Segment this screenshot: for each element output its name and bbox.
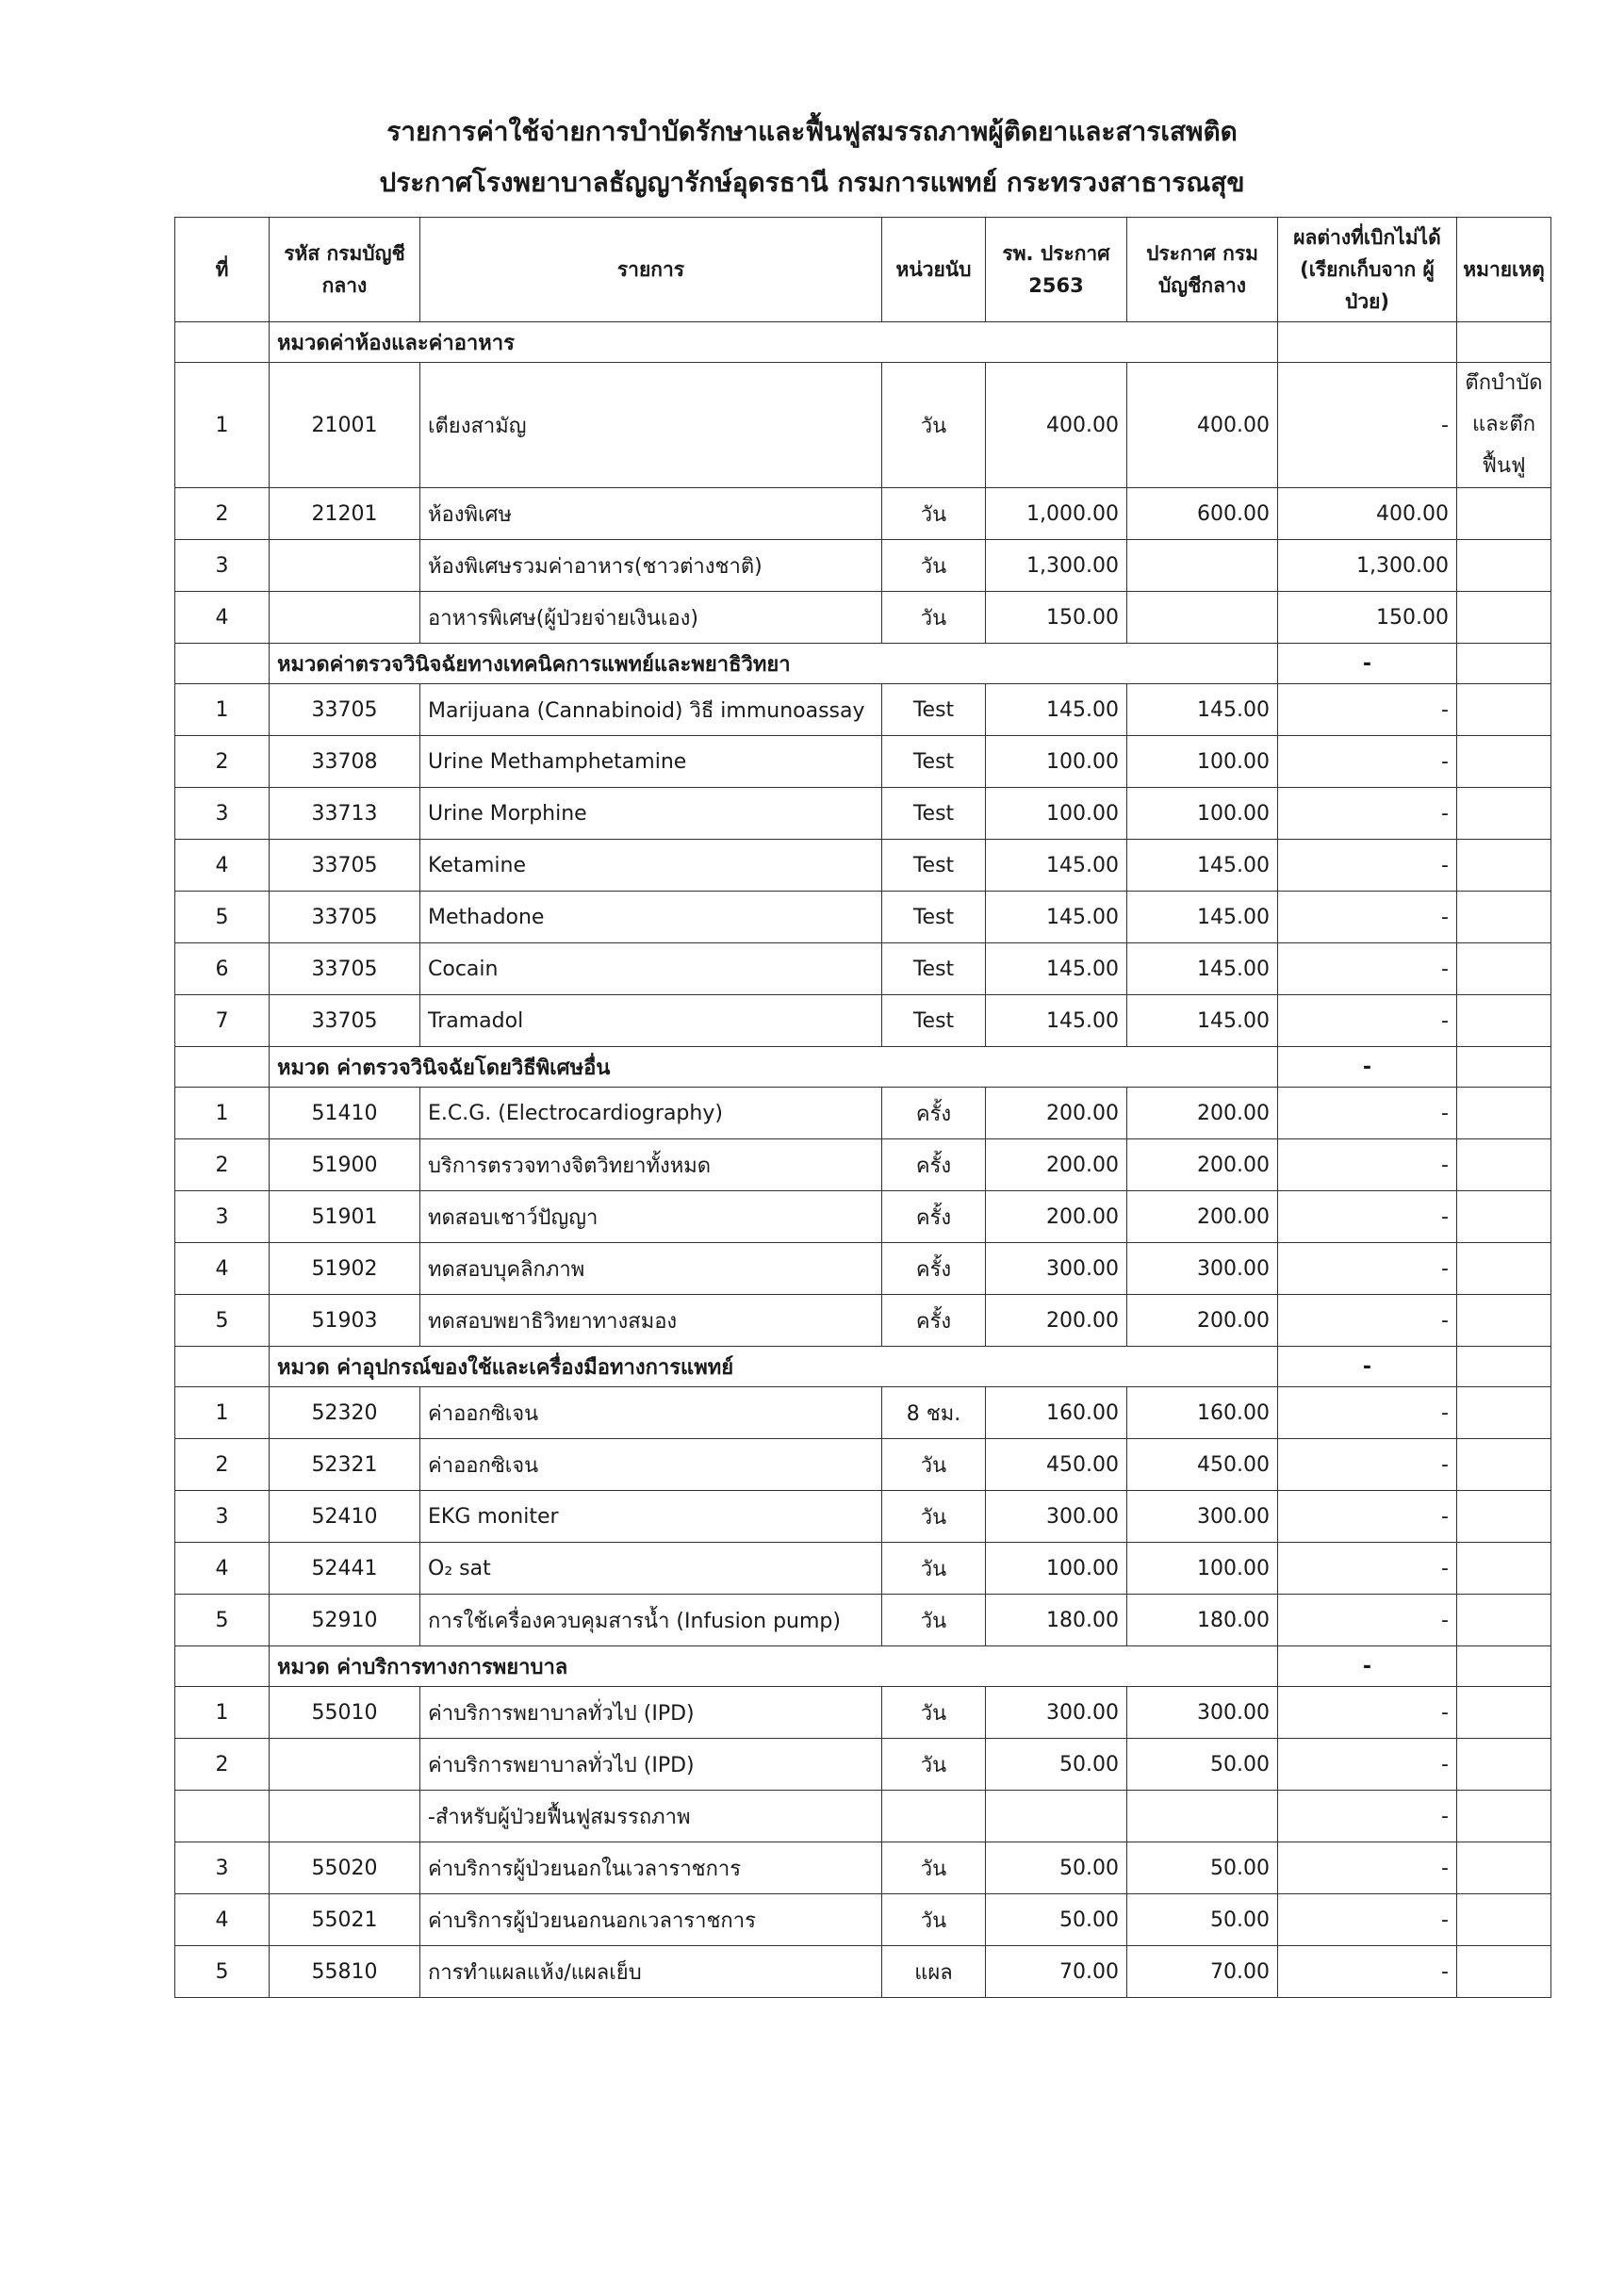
cell-hospital-price: 100.00 — [986, 1543, 1127, 1595]
cell-no: 1 — [175, 1687, 270, 1739]
cell-item: ห้องพิเศษ — [420, 488, 882, 540]
cell-hospital-price: 300.00 — [986, 1687, 1127, 1739]
cell-unit: วัน — [882, 1439, 986, 1491]
cell-no: 2 — [175, 1439, 270, 1491]
cell-difference: - — [1278, 840, 1457, 892]
cell-cgd-price: 200.00 — [1127, 1088, 1278, 1139]
cell-code: 55020 — [270, 1842, 420, 1894]
cell-difference: - — [1278, 1387, 1457, 1439]
cell-no: 4 — [175, 1543, 270, 1595]
cell-unit: ครั้ง — [882, 1191, 986, 1243]
cell-remark — [1457, 1295, 1551, 1347]
cell-no: 3 — [175, 1491, 270, 1543]
header-difference: ผลต่างที่เบิกไม่ได้ (เรียกเก็บจาก ผู้ป่วย) — [1278, 218, 1457, 322]
cell-remark — [1457, 1347, 1551, 1387]
cell-difference: 400.00 — [1278, 488, 1457, 540]
cell-difference: - — [1278, 1191, 1457, 1243]
cell-code — [270, 540, 420, 592]
cell-hospital-price: 100.00 — [986, 736, 1127, 788]
cell-unit: Test — [882, 684, 986, 736]
cell-unit: วัน — [882, 1595, 986, 1646]
cell-hospital-price: 50.00 — [986, 1739, 1127, 1791]
cell-item: EKG moniter — [420, 1491, 882, 1543]
cell-code: 55810 — [270, 1946, 420, 1998]
cell-remark — [1457, 1191, 1551, 1243]
cell-code: 33708 — [270, 736, 420, 788]
table-row — [175, 1439, 1551, 1491]
cell-cgd-price — [1127, 1791, 1278, 1842]
cell-item: Methadone — [420, 892, 882, 943]
cell-code: 51903 — [270, 1295, 420, 1347]
cell-difference: - — [1278, 1047, 1457, 1088]
cell-remark — [1457, 995, 1551, 1047]
cell-unit: Test — [882, 736, 986, 788]
cell-code: 51902 — [270, 1243, 420, 1295]
table-row — [175, 592, 1551, 644]
cell-no — [175, 644, 270, 684]
cell-no: 2 — [175, 488, 270, 540]
cell-code: 52321 — [270, 1439, 420, 1491]
cell-hospital-price: 145.00 — [986, 892, 1127, 943]
document-subtitle: ประกาศโรงพยาบาลธัญญารักษ์อุดรธานี กรมการแพทย์ กระทรวงสาธารณสุข — [379, 167, 1245, 198]
cell-no: 1 — [175, 684, 270, 736]
cell-unit: ครั้ง — [882, 1139, 986, 1191]
category-row — [175, 1347, 1551, 1387]
cell-hospital-price: 145.00 — [986, 684, 1127, 736]
cell-code: 51410 — [270, 1088, 420, 1139]
table-row — [175, 540, 1551, 592]
cell-hospital-price: 160.00 — [986, 1387, 1127, 1439]
cell-item: Urine Morphine — [420, 788, 882, 840]
cell-item: เตียงสามัญ — [420, 363, 882, 488]
table-row — [175, 1842, 1551, 1894]
cell-hospital-price: 50.00 — [986, 1894, 1127, 1946]
table-row — [175, 1543, 1551, 1595]
cell-unit: Test — [882, 995, 986, 1047]
cell-no: 2 — [175, 736, 270, 788]
table-row — [175, 1946, 1551, 1998]
cell-code: 55021 — [270, 1894, 420, 1946]
cell-no — [175, 1347, 270, 1387]
table-row — [175, 1191, 1551, 1243]
cell-remark — [1457, 1894, 1551, 1946]
cell-cgd-price: 300.00 — [1127, 1687, 1278, 1739]
cell-item: O₂ sat — [420, 1543, 882, 1595]
cell-cgd-price: 300.00 — [1127, 1243, 1278, 1295]
cell-difference: - — [1278, 1894, 1457, 1946]
cell-remark — [1457, 1047, 1551, 1088]
cell-remark — [1457, 1543, 1551, 1595]
category-row — [175, 1646, 1551, 1687]
cell-difference — [1278, 322, 1457, 363]
table-row — [175, 1139, 1551, 1191]
cell-difference: - — [1278, 363, 1457, 488]
cell-remark — [1457, 1139, 1551, 1191]
cell-item: ค่าบริการพยาบาลทั่วไป (IPD) — [420, 1687, 882, 1739]
cell-no: 5 — [175, 1295, 270, 1347]
cell-difference: - — [1278, 1439, 1457, 1491]
cell-code: 51901 — [270, 1191, 420, 1243]
cell-hospital-price: 100.00 — [986, 788, 1127, 840]
cell-hospital-price: 400.00 — [986, 363, 1127, 488]
cell-code — [270, 592, 420, 644]
cell-difference: - — [1278, 1646, 1457, 1687]
cell-item: ค่าออกซิเจน — [420, 1439, 882, 1491]
cell-difference: - — [1278, 1243, 1457, 1295]
cell-remark — [1457, 1687, 1551, 1739]
cell-remark — [1457, 540, 1551, 592]
table-row — [175, 788, 1551, 840]
cell-item: Urine Methamphetamine — [420, 736, 882, 788]
cell-remark — [1457, 1739, 1551, 1791]
cell-item: ทดสอบเชาว์ปัญญา — [420, 1191, 882, 1243]
cell-unit: วัน — [882, 1543, 986, 1595]
cell-no — [175, 1047, 270, 1088]
cell-code: 52320 — [270, 1387, 420, 1439]
cell-cgd-price: 145.00 — [1127, 995, 1278, 1047]
cell-no: 1 — [175, 1088, 270, 1139]
cell-difference: - — [1278, 1088, 1457, 1139]
cell-remark — [1457, 1387, 1551, 1439]
table-row — [175, 363, 1551, 488]
cell-unit: วัน — [882, 592, 986, 644]
cell-cgd-price: 100.00 — [1127, 788, 1278, 840]
cell-item: E.C.G. (Electrocardiography) — [420, 1088, 882, 1139]
cell-no: 7 — [175, 995, 270, 1047]
cell-hospital-price: 70.00 — [986, 1946, 1127, 1998]
cell-code: 21001 — [270, 363, 420, 488]
cell-unit: ครั้ง — [882, 1088, 986, 1139]
cell-no — [175, 1791, 270, 1842]
cell-remark — [1457, 943, 1551, 995]
cell-remark — [1457, 892, 1551, 943]
cell-unit: Test — [882, 840, 986, 892]
table-row — [175, 892, 1551, 943]
category-row — [175, 322, 1551, 363]
cell-remark — [1457, 1243, 1551, 1295]
cell-no: 3 — [175, 1191, 270, 1243]
cell-item: ค่าบริการผู้ป่วยนอกนอกเวลาราชการ — [420, 1894, 882, 1946]
cell-hospital-price: 200.00 — [986, 1191, 1127, 1243]
cell-hospital-price: 145.00 — [986, 840, 1127, 892]
cell-remark — [1457, 488, 1551, 540]
cell-item: ค่าบริการผู้ป่วยนอกในเวลาราชการ — [420, 1842, 882, 1894]
cell-unit: Test — [882, 943, 986, 995]
cell-cgd-price: 200.00 — [1127, 1295, 1278, 1347]
cell-code: 33705 — [270, 684, 420, 736]
cell-cgd-price: 160.00 — [1127, 1387, 1278, 1439]
cell-hospital-price: 450.00 — [986, 1439, 1127, 1491]
cell-remark — [1457, 1595, 1551, 1646]
table-row — [175, 840, 1551, 892]
table-row — [175, 1295, 1551, 1347]
cell-cgd-price: 145.00 — [1127, 684, 1278, 736]
cell-cgd-price: 145.00 — [1127, 892, 1278, 943]
cell-difference: - — [1278, 995, 1457, 1047]
cell-unit — [882, 1791, 986, 1842]
table-row — [175, 1687, 1551, 1739]
cell-no: 4 — [175, 1243, 270, 1295]
cell-item: บริการตรวจทางจิตวิทยาทั้งหมด — [420, 1139, 882, 1191]
cell-difference: - — [1278, 1295, 1457, 1347]
category-label: หมวด ค่าอุปกรณ์ของใช้และเครื่องมือทางการแพทย์ — [270, 1347, 1278, 1387]
cell-no: 5 — [175, 1946, 270, 1998]
cell-remark — [1457, 1842, 1551, 1894]
cell-hospital-price: 200.00 — [986, 1088, 1127, 1139]
header-no: ที่ — [175, 218, 270, 322]
cell-unit: Test — [882, 788, 986, 840]
cell-unit: แผล — [882, 1946, 986, 1998]
category-label: หมวด ค่าตรวจวินิจฉัยโดยวิธีพิเศษอื่น — [270, 1047, 1278, 1088]
category-label: หมวด ค่าบริการทางการพยาบาล — [270, 1646, 1278, 1687]
cell-hospital-price: 145.00 — [986, 943, 1127, 995]
cell-code: 52410 — [270, 1491, 420, 1543]
cell-remark — [1457, 684, 1551, 736]
cell-no: 3 — [175, 540, 270, 592]
cell-remark — [1457, 1088, 1551, 1139]
cell-hospital-price: 50.00 — [986, 1842, 1127, 1894]
cell-hospital-price: 300.00 — [986, 1243, 1127, 1295]
cell-code — [270, 1791, 420, 1842]
table-row — [175, 1243, 1551, 1295]
cell-item: -สำหรับผู้ป่วยฟื้นฟูสมรรถภาพ — [420, 1791, 882, 1842]
cell-difference: 150.00 — [1278, 592, 1457, 644]
table-header-row — [175, 218, 1551, 322]
cell-cgd-price: 50.00 — [1127, 1894, 1278, 1946]
header-hospital-price: รพ. ประกาศ 2563 — [986, 218, 1127, 322]
table-row — [175, 1088, 1551, 1139]
cell-no: 2 — [175, 1139, 270, 1191]
cell-hospital-price: 1,000.00 — [986, 488, 1127, 540]
cell-no: 4 — [175, 592, 270, 644]
cell-difference: - — [1278, 943, 1457, 995]
cell-code: 52441 — [270, 1543, 420, 1595]
cell-remark — [1457, 322, 1551, 363]
table-row — [175, 1491, 1551, 1543]
cell-unit: วัน — [882, 1739, 986, 1791]
cell-code: 33705 — [270, 943, 420, 995]
header-cgd-price: ประกาศ กรมบัญชีกลาง — [1127, 218, 1278, 322]
cell-unit: วัน — [882, 1687, 986, 1739]
table-row — [175, 943, 1551, 995]
cell-code: 33713 — [270, 788, 420, 840]
table-body — [175, 322, 1551, 1998]
cell-unit: วัน — [882, 488, 986, 540]
cell-no — [175, 322, 270, 363]
table-row — [175, 1791, 1551, 1842]
cell-no: 2 — [175, 1739, 270, 1791]
cell-unit: Test — [882, 892, 986, 943]
cell-difference: - — [1278, 1842, 1457, 1894]
header-item: รายการ — [420, 218, 882, 322]
cell-difference: - — [1278, 892, 1457, 943]
cell-code: 52910 — [270, 1595, 420, 1646]
cell-cgd-price: 450.00 — [1127, 1439, 1278, 1491]
cell-remark — [1457, 788, 1551, 840]
cell-unit: วัน — [882, 1491, 986, 1543]
cell-unit: 8 ชม. — [882, 1387, 986, 1439]
cell-cgd-price: 50.00 — [1127, 1739, 1278, 1791]
cell-remark — [1457, 1491, 1551, 1543]
cell-cgd-price: 200.00 — [1127, 1191, 1278, 1243]
cell-difference: - — [1278, 1595, 1457, 1646]
cell-difference: - — [1278, 1946, 1457, 1998]
cell-difference: - — [1278, 1739, 1457, 1791]
cell-unit: ครั้ง — [882, 1243, 986, 1295]
cell-remark — [1457, 592, 1551, 644]
table-row — [175, 1894, 1551, 1946]
category-label: หมวดค่าห้องและค่าอาหาร — [270, 322, 1278, 363]
cell-item: ห้องพิเศษรวมค่าอาหาร(ชาวต่างชาติ) — [420, 540, 882, 592]
cell-code: 33705 — [270, 995, 420, 1047]
cell-cgd-price: 100.00 — [1127, 1543, 1278, 1595]
cell-difference: - — [1278, 1543, 1457, 1595]
cell-cgd-price: 145.00 — [1127, 943, 1278, 995]
cell-no: 1 — [175, 363, 270, 488]
cell-no: 4 — [175, 840, 270, 892]
category-label: หมวดค่าตรวจวินิจฉัยทางเทคนิคการแพทย์และพยาธิวิทยา — [270, 644, 1278, 684]
header-code: รหัส กรมบัญชีกลาง — [270, 218, 420, 322]
header-unit: หน่วยนับ — [882, 218, 986, 322]
cell-remark — [1457, 1439, 1551, 1491]
cell-hospital-price: 300.00 — [986, 1491, 1127, 1543]
cell-cgd-price: 145.00 — [1127, 840, 1278, 892]
table-row — [175, 1739, 1551, 1791]
cell-difference: 1,300.00 — [1278, 540, 1457, 592]
cell-no — [175, 1646, 270, 1687]
cell-cgd-price: 300.00 — [1127, 1491, 1278, 1543]
cell-remark — [1457, 1646, 1551, 1687]
cell-unit: วัน — [882, 1894, 986, 1946]
cell-item: Marijuana (Cannabinoid) วิธี immunoassay — [420, 684, 882, 736]
cell-item: Tramadol — [420, 995, 882, 1047]
cell-code: 33705 — [270, 892, 420, 943]
cell-cgd-price — [1127, 592, 1278, 644]
cell-cgd-price: 200.00 — [1127, 1139, 1278, 1191]
cell-unit: วัน — [882, 363, 986, 488]
cell-remark — [1457, 644, 1551, 684]
cell-item: การใช้เครื่องควบคุมสารน้ำ (Infusion pump) — [420, 1595, 882, 1646]
cell-difference: - — [1278, 1139, 1457, 1191]
cell-item: อาหารพิเศษ(ผู้ป่วยจ่ายเงินเอง) — [420, 592, 882, 644]
cell-item: Cocain — [420, 943, 882, 995]
cell-remark — [1457, 1946, 1551, 1998]
cell-unit: ครั้ง — [882, 1295, 986, 1347]
cell-hospital-price — [986, 1791, 1127, 1842]
cell-no: 5 — [175, 892, 270, 943]
cell-remark — [1457, 736, 1551, 788]
category-row — [175, 644, 1551, 684]
cell-item: ทดสอบบุคลิกภาพ — [420, 1243, 882, 1295]
cell-difference: - — [1278, 736, 1457, 788]
table-row — [175, 736, 1551, 788]
cell-remark: ตึกบำบัด และตึกฟื้นฟู — [1457, 363, 1551, 488]
table-row — [175, 995, 1551, 1047]
cell-code — [270, 1739, 420, 1791]
table-row — [175, 1387, 1551, 1439]
cell-hospital-price: 200.00 — [986, 1295, 1127, 1347]
cell-cgd-price: 180.00 — [1127, 1595, 1278, 1646]
category-row — [175, 1047, 1551, 1088]
document-title: รายการค่าใช้จ่ายการบำบัดรักษาและฟื้นฟูสมรรถภาพผู้ติดยาและสารเสพติด — [386, 116, 1238, 147]
cell-difference: - — [1278, 1791, 1457, 1842]
cell-code: 33705 — [270, 840, 420, 892]
cell-difference: - — [1278, 1347, 1457, 1387]
cell-cgd-price: 50.00 — [1127, 1842, 1278, 1894]
table-row — [175, 1595, 1551, 1646]
cell-hospital-price: 150.00 — [986, 592, 1127, 644]
cell-difference: - — [1278, 684, 1457, 736]
price-table — [174, 217, 1551, 1998]
cell-cgd-price — [1127, 540, 1278, 592]
cell-hospital-price: 180.00 — [986, 1595, 1127, 1646]
cell-unit: วัน — [882, 540, 986, 592]
cell-remark — [1457, 1791, 1551, 1842]
cell-code: 51900 — [270, 1139, 420, 1191]
cell-item: ทดสอบพยาธิวิทยาทางสมอง — [420, 1295, 882, 1347]
cell-no: 5 — [175, 1595, 270, 1646]
cell-item: Ketamine — [420, 840, 882, 892]
cell-code: 55010 — [270, 1687, 420, 1739]
cell-no: 4 — [175, 1894, 270, 1946]
cell-difference: - — [1278, 644, 1457, 684]
cell-cgd-price: 400.00 — [1127, 363, 1278, 488]
cell-hospital-price: 1,300.00 — [986, 540, 1127, 592]
cell-no: 1 — [175, 1387, 270, 1439]
cell-unit: วัน — [882, 1842, 986, 1894]
header-remark: หมายเหตุ — [1457, 218, 1551, 322]
cell-difference: - — [1278, 1491, 1457, 1543]
cell-item: การทำแผลแห้ง/แผลเย็บ — [420, 1946, 882, 1998]
cell-remark — [1457, 840, 1551, 892]
cell-difference: - — [1278, 788, 1457, 840]
cell-item: ค่าออกซิเจน — [420, 1387, 882, 1439]
cell-item: ค่าบริการพยาบาลทั่วไป (IPD) — [420, 1739, 882, 1791]
table-row — [175, 488, 1551, 540]
cell-cgd-price: 600.00 — [1127, 488, 1278, 540]
cell-cgd-price: 70.00 — [1127, 1946, 1278, 1998]
cell-cgd-price: 100.00 — [1127, 736, 1278, 788]
cell-hospital-price: 200.00 — [986, 1139, 1127, 1191]
cell-difference: - — [1278, 1687, 1457, 1739]
cell-no: 3 — [175, 1842, 270, 1894]
table-row — [175, 684, 1551, 736]
cell-code: 21201 — [270, 488, 420, 540]
cell-no: 3 — [175, 788, 270, 840]
cell-hospital-price: 145.00 — [986, 995, 1127, 1047]
cell-no: 6 — [175, 943, 270, 995]
